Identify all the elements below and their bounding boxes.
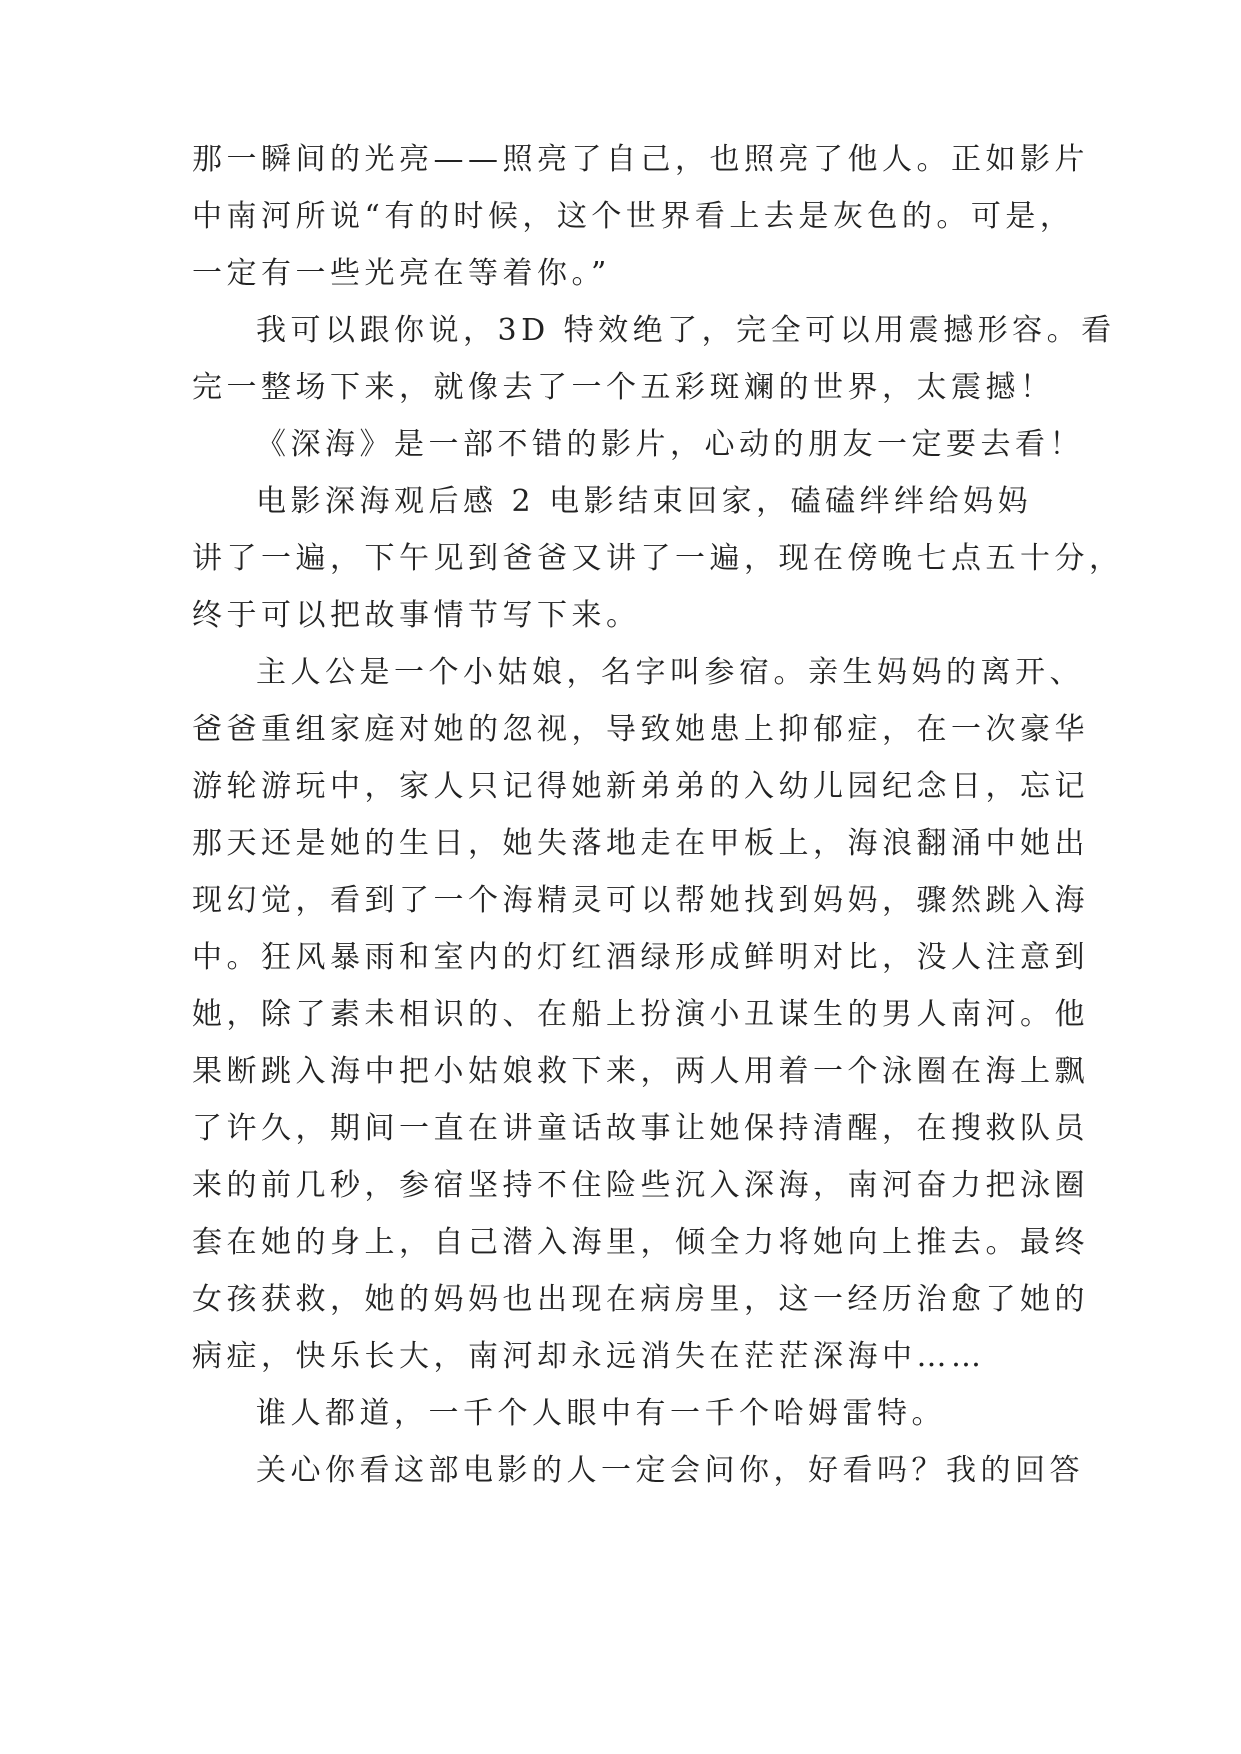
text-line: 讲了一遍，下午见到爸爸又讲了一遍，现在傍晚七点五十分， [192,541,1124,576]
text-line: 一定有一些光亮在等着你。” [192,256,611,291]
text-line: 完一整场下来，就像去了一个五彩斑斓的世界，太震撼！ [192,370,1055,405]
text-line: 那天还是她的生日，她失落地走在甲板上，海浪翻涌中她出 [192,826,1089,861]
text-line: 《深海》是一部不错的影片，心动的朋友一定要去看！ [256,427,1084,462]
text-line: 套在她的身上，自己潜入海里，倾全力将她向上推去。最终 [192,1225,1089,1260]
text-line: 我可以跟你说，3D 特效绝了，完全可以用震撼形容。看 [256,313,1116,348]
text-line: 中。狂风暴雨和室内的灯红酒绿形成鲜明对比，没人注意到 [192,940,1089,975]
text-line: 了许久，期间一直在讲童话故事让她保持清醒，在搜救队员 [192,1111,1089,1146]
text-line: 女孩获救，她的妈妈也出现在病房里，这一经历治愈了她的 [192,1282,1089,1317]
text-line: 果断跳入海中把小姑娘救下来，两人用着一个泳圈在海上飘 [192,1054,1089,1089]
text-line: 来的前几秒，参宿坚持不住险些沉入深海，南河奋力把泳圈 [192,1168,1089,1203]
text-line: 主人公是一个小姑娘，名字叫参宿。亲生妈妈的离开、 [256,655,1084,690]
text-line: 病症，快乐长大，南河却永远消失在茫茫深海中…… [192,1339,986,1374]
text-line: 终于可以把故事情节写下来。 [192,598,641,633]
text-line: 现幻觉，看到了一个海精灵可以帮她找到妈妈，骤然跳入海 [192,883,1089,918]
text-line: 游轮游玩中，家人只记得她新弟弟的入幼儿园纪念日，忘记 [192,769,1089,804]
text-line: 谁人都道，一千个人眼中有一千个哈姆雷特。 [256,1396,946,1431]
text-line: 她，除了素未相识的、在船上扮演小丑谋生的男人南河。他 [192,997,1089,1032]
text-line: 关心你看这部电影的人一定会问你，好看吗？我的回答 [256,1453,1084,1488]
text-line: 电影深海观后感 2 电影结束回家，磕磕绊绊给妈妈 [256,484,1033,519]
text-line: 那一瞬间的光亮——照亮了自己，也照亮了他人。正如影片 [192,142,1089,177]
text-line: 爸爸重组家庭对她的忽视，导致她患上抑郁症，在一次豪华 [192,712,1089,747]
text-line: 中南河所说“有的时候，这个世界看上去是灰色的。可是， [192,199,1075,234]
